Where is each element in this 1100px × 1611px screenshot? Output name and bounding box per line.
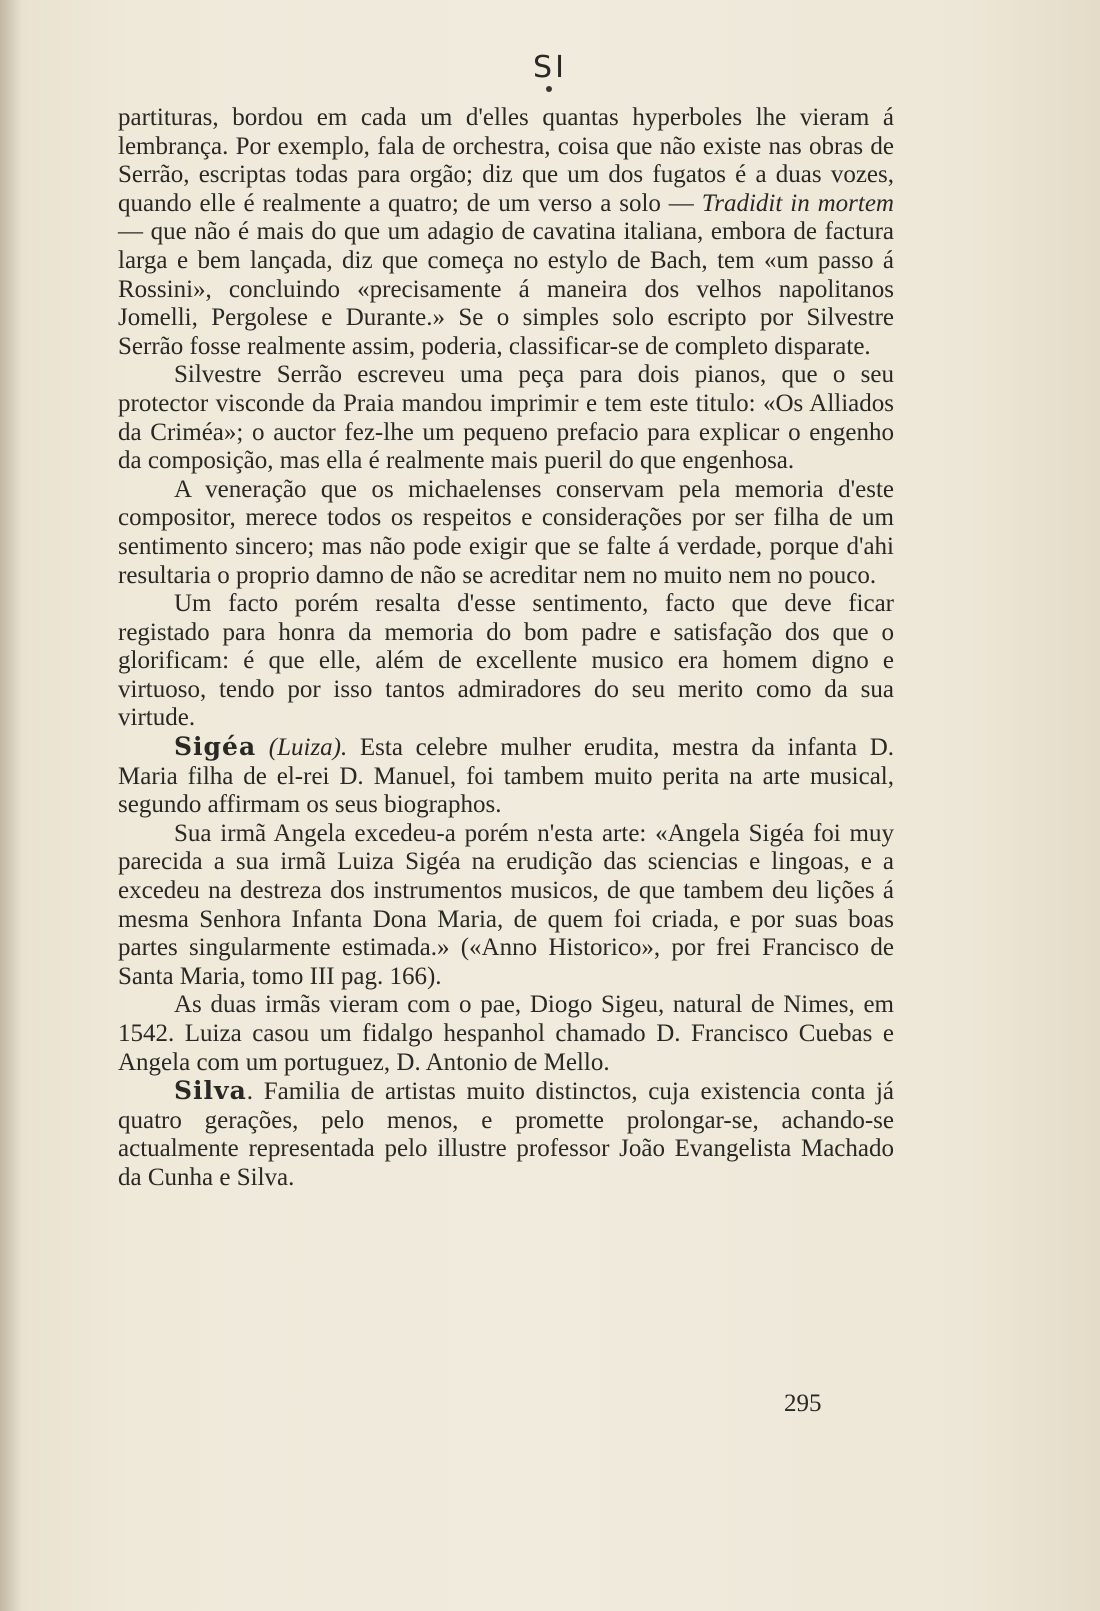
paragraph-4-text: Um facto porém resalta d'esse sentimento, facto que deve ficar registado para honra da memoria do bom padre e satisfação dos que o glorificam: é que elle, além de excellente musico era homem digno e virtuoso, tendo por isso tantos admiradores do seu merito como da sua virtude. [118, 590, 894, 732]
paragraph-7-text: As duas irmãs vieram com o pae, Diogo Sigeu, natural de Nimes, em 1542. Luiza casou um fidalgo hespanhol chamado D. Francisco Cuebas e Angela com um portuguez, D. Antonio de Mello. [118, 991, 894, 1076]
body-text [118, 104, 894, 1193]
entry-sigea [118, 733, 894, 820]
paragraph-2-text: Silvestre Serrão escreveu uma peça para dois pianos, que o seu protector visconde da Praia mandou imprimir e tem este titulo: «Os Alliados da Criméa»; o auctor fez-lhe um pequeno prefacio para explicar o engenho da composição, mas ella é realmente mais pueril do que engenhosa. [118, 361, 894, 475]
header-dot [546, 86, 552, 92]
entry-heading-sigea: Sigéa [174, 732, 257, 762]
entry-heading-silva: Silva [174, 1076, 247, 1106]
entry-sigea-text: Esta celebre mulher erudita, mestra da infanta D. Maria filha de el-rei D. Manuel, foi tambem muito perita na arte musical, segundo affirmam os seus biographos. [118, 734, 894, 819]
paragraph-6-text: Sua irmã Angela excedeu-a porém n'esta arte: «Angela Sigéa foi muy parecida a sua irmã Luiza Sigéa na erudição das sciencias e lingoas, e a excedeu na destreza dos instrumentos musicos, de que tambem deu lições á mesma Senhora Infanta Dona Maria, de quem foi criada, e por suas boas partes singularmente estimada.» («Anno Historico», por frei Francisco de Santa Maria, tomo III pag. 166). [118, 819, 894, 990]
paragraph-7 [118, 991, 894, 1077]
running-header: SI [533, 50, 567, 85]
paragraph-1-latin-title: Tradidit in mortem [701, 189, 894, 217]
paragraph-6 [118, 820, 894, 992]
paragraph-1-text-c: — que não é mais do que um adagio de cavatina italiana, embora de factura larga e bem lançada, diz que começa no estylo de Bach, tem «um passo á Rossini», concluindo «precisamente á maneira dos velhos napolitanos Jomelli, Pergolese e Durante.» Se o simples solo escripto por Silvestre Serrão fosse realmente assim, poderia, classificar-se de completo disparate. [118, 218, 894, 360]
entry-subheading-luiza: (Luiza). [268, 734, 348, 762]
entry-silva [118, 1077, 894, 1192]
paragraph-1 [118, 104, 894, 361]
paragraph-2 [118, 361, 894, 475]
paragraph-3-text: A veneração que os michaelenses conservam pela memoria d'este compositor, merece todos os respeitos e considerações por ser filha de um sentimento sincero; mas não pode exigir que se falte á verdade, porque d'ahi resultaria o proprio damno de não se acreditar nem no muito nem no pouco. [118, 475, 894, 589]
paragraph-4 [118, 590, 894, 733]
entry-silva-text: . Familia de artistas muito distinctos, cuja existencia conta já quatro gerações, pelo menos, e promette prolongar-se, achando-se actualmente representada pelo illustre professor João Evangelista Machado da Cunha e Silva. [118, 1078, 894, 1191]
page-number: 295 [784, 1390, 822, 1417]
spine-shadow [0, 0, 22, 1611]
paragraph-3 [118, 476, 894, 590]
paragraph-1-text-a: partituras, bordou em cada um d'elles quantas hyperboles lhe vieram á lembrança. Por exemplo, fala de orchestra, coisa que não existe nas obras de Serrão, escriptas todas para orgão; diz que um dos fugatos é a duas vozes, quando elle é realmente a quatro; de um verso a solo — [118, 104, 894, 217]
